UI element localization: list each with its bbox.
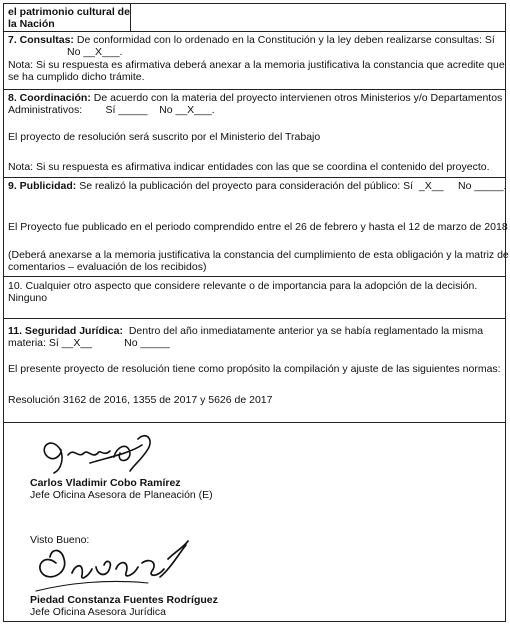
consultas-line-1: De conformidad con lo ordenado en la Constitución y la ley deben realizarse consultas: Sí [76,34,495,46]
section-coordinacion [4,89,505,177]
section-otros-aspectos [4,276,505,318]
consultas-note-2: se ha cumplido dicho trámite. [8,71,145,83]
signature-carlos [30,427,170,477]
seguridad-norms: Resolución 3162 de 2016, 1355 de 2017 y 5626 de 2017 [8,394,273,406]
seguridad-line-1: Dentro del año inmediatamente anterior ya se había reglamentado la misma [128,325,484,337]
publicidad-text: El Proyecto fue publicado en el periodo comprendido entre el 26 de febrero y hasta el 12 de marzo de 2018 [8,221,508,233]
signer-2-name: Piedad Constanza Fuentes Rodríguez [30,594,218,606]
coordinacion-title: 8. Coordinación: [8,92,91,104]
publicidad-note-1: (Deberá anexarse a la memoria justificativa la constancia del cumplimiento de esta obligación y la matriz de [8,249,509,261]
otros-line-1: 10. Cualquier otro aspecto que considere relevante o de importancia para la adopción de la decisión. [8,280,478,292]
signer-2-role: Jefe Oficina Asesora Jurídica [30,606,166,618]
consultas-note-1: Nota: Si su respuesta es afirmativa deberá anexar a la memoria justificativa la constancia que acredite que [8,59,505,71]
signer-1-name: Carlos Vladimir Cobo Ramírez [30,477,181,489]
header-line-2: la Nación [8,18,55,30]
publicidad-line-1: Se realizó la publicación del proyecto para consideración del público: Sí _X__ No _____. [79,180,507,192]
coordinacion-line-1: De acuerdo con la materia del proyecto intervienen otros Ministerios y/o Departamentos [93,92,503,104]
seguridad-title: 11. Seguridad Jurídica: [8,325,123,337]
coordinacion-note: Nota: Si su respuesta es afirmativa indicar entidades con las que se coordina el contenido del proyecto. [8,161,490,173]
seguridad-line-2: materia: Sí __X__ No _____ [8,337,170,349]
visto-bueno-label: Visto Bueno: [30,534,90,546]
signature-piedad [28,533,198,593]
section-publicidad [4,177,509,276]
coordinacion-line-2: Administrativos: Sí _____ No __X___. [8,104,215,116]
publicidad-note-2: comentarios – evaluación de los recibidos) [8,261,207,273]
signer-1-role: Jefe Oficina Asesora de Planeación (E) [30,489,213,501]
header-cell [4,4,131,31]
otros-line-2: Ninguno [8,292,48,304]
section-consultas [4,31,505,89]
document-table [3,3,509,622]
consultas-title: 7. Consultas: [8,34,74,46]
seguridad-text: El presente proyecto de resolución tiene como propósito la compilación y ajuste de las siguientes normas: [8,363,501,375]
header-line-1: el patrimonio cultural de [8,6,130,18]
consultas-line-2: No __X___. [67,46,123,58]
coordinacion-text: El proyecto de resolución será suscrito por el Ministerio del Trabajo [8,131,321,143]
section-seguridad-juridica [4,318,505,422]
section-firmas [4,422,505,621]
publicidad-title: 9. Publicidad: [8,180,77,192]
